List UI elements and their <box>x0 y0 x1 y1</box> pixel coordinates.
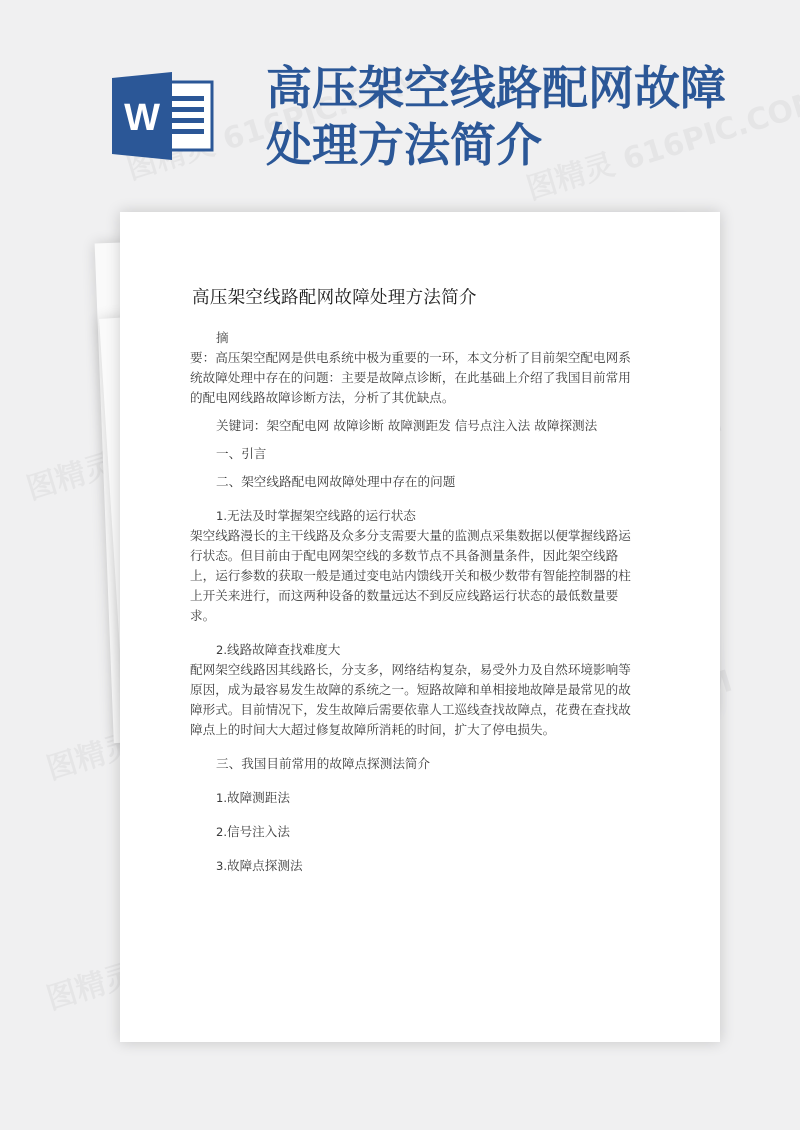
word-document-icon <box>108 72 216 160</box>
paragraph: 配网架空线路因其线路长，分支多，网络结构复杂，易受外力及自然环境影响等原因，成为最容易发生故障的系统之一。短路故障和单相接地故障是最常见的故障形式。目前情况下，发生故障后需要依靠人工巡线查找故障点，花费在查找故障点上的时间大大超过修复故障所消耗的时间，扩大了停电损失。 <box>190 662 631 737</box>
method-number: 1. <box>216 791 227 805</box>
method-item <box>190 856 632 876</box>
subsection-heading <box>190 506 632 526</box>
abstract-label: 摘 <box>216 330 229 345</box>
document-title: 高压架空线路配网故障处理方法简介 <box>192 288 477 308</box>
subsection-number: 1. <box>216 509 227 523</box>
section-heading: 一、引言 <box>216 446 267 461</box>
method-item <box>190 788 632 808</box>
page-title: 高压架空线路配网故障处理方法简介 <box>266 61 726 172</box>
section-heading: 三、我国目前常用的故障点探测法简介 <box>216 756 431 771</box>
method-number: 2. <box>216 825 227 839</box>
paragraph: 架空线路漫长的主干线路及众多分支需要大量的监测点采集数据以便掌握线路运行状态。但目前由于配电网架空线的多数节点不具备测量条件，因此架空线路上，运行参数的获取一般是通过变电站内馈线开关和极少数带有智能控制器的柱上开关来进行，而这两种设备的数量远达不到反应线路运行状态的最低数量要求。 <box>190 528 631 623</box>
logo-letter: W <box>124 97 160 139</box>
subsection-heading <box>190 640 632 660</box>
method-number: 3. <box>216 859 227 873</box>
method-title: 故障点探测法 <box>226 858 303 873</box>
document-body <box>190 328 632 876</box>
document-page <box>120 212 720 1042</box>
keywords: 关键词：架空配电网 故障诊断 故障测距发 信号点注入法 故障探测法 <box>216 418 598 433</box>
section-heading: 二、架空线路配电网故障处理中存在的问题 <box>216 474 456 489</box>
method-item <box>190 822 632 842</box>
subsection-title: 线路故障查找难度大 <box>226 642 341 657</box>
method-title: 故障测距法 <box>226 790 290 805</box>
subsection-title: 无法及时掌握架空线路的运行状态 <box>226 508 416 523</box>
method-title: 信号注入法 <box>226 824 290 839</box>
subsection-number: 2. <box>216 643 227 657</box>
abstract-text: 要：高压架空配网是供电系统中极为重要的一环，本文分析了目前架空配电网系统故障处理中存在的问题：主要是故障点诊断，在此基础上介绍了我国目前常用的配电网线路故障诊断方法，分析了其优缺点。 <box>190 350 631 405</box>
